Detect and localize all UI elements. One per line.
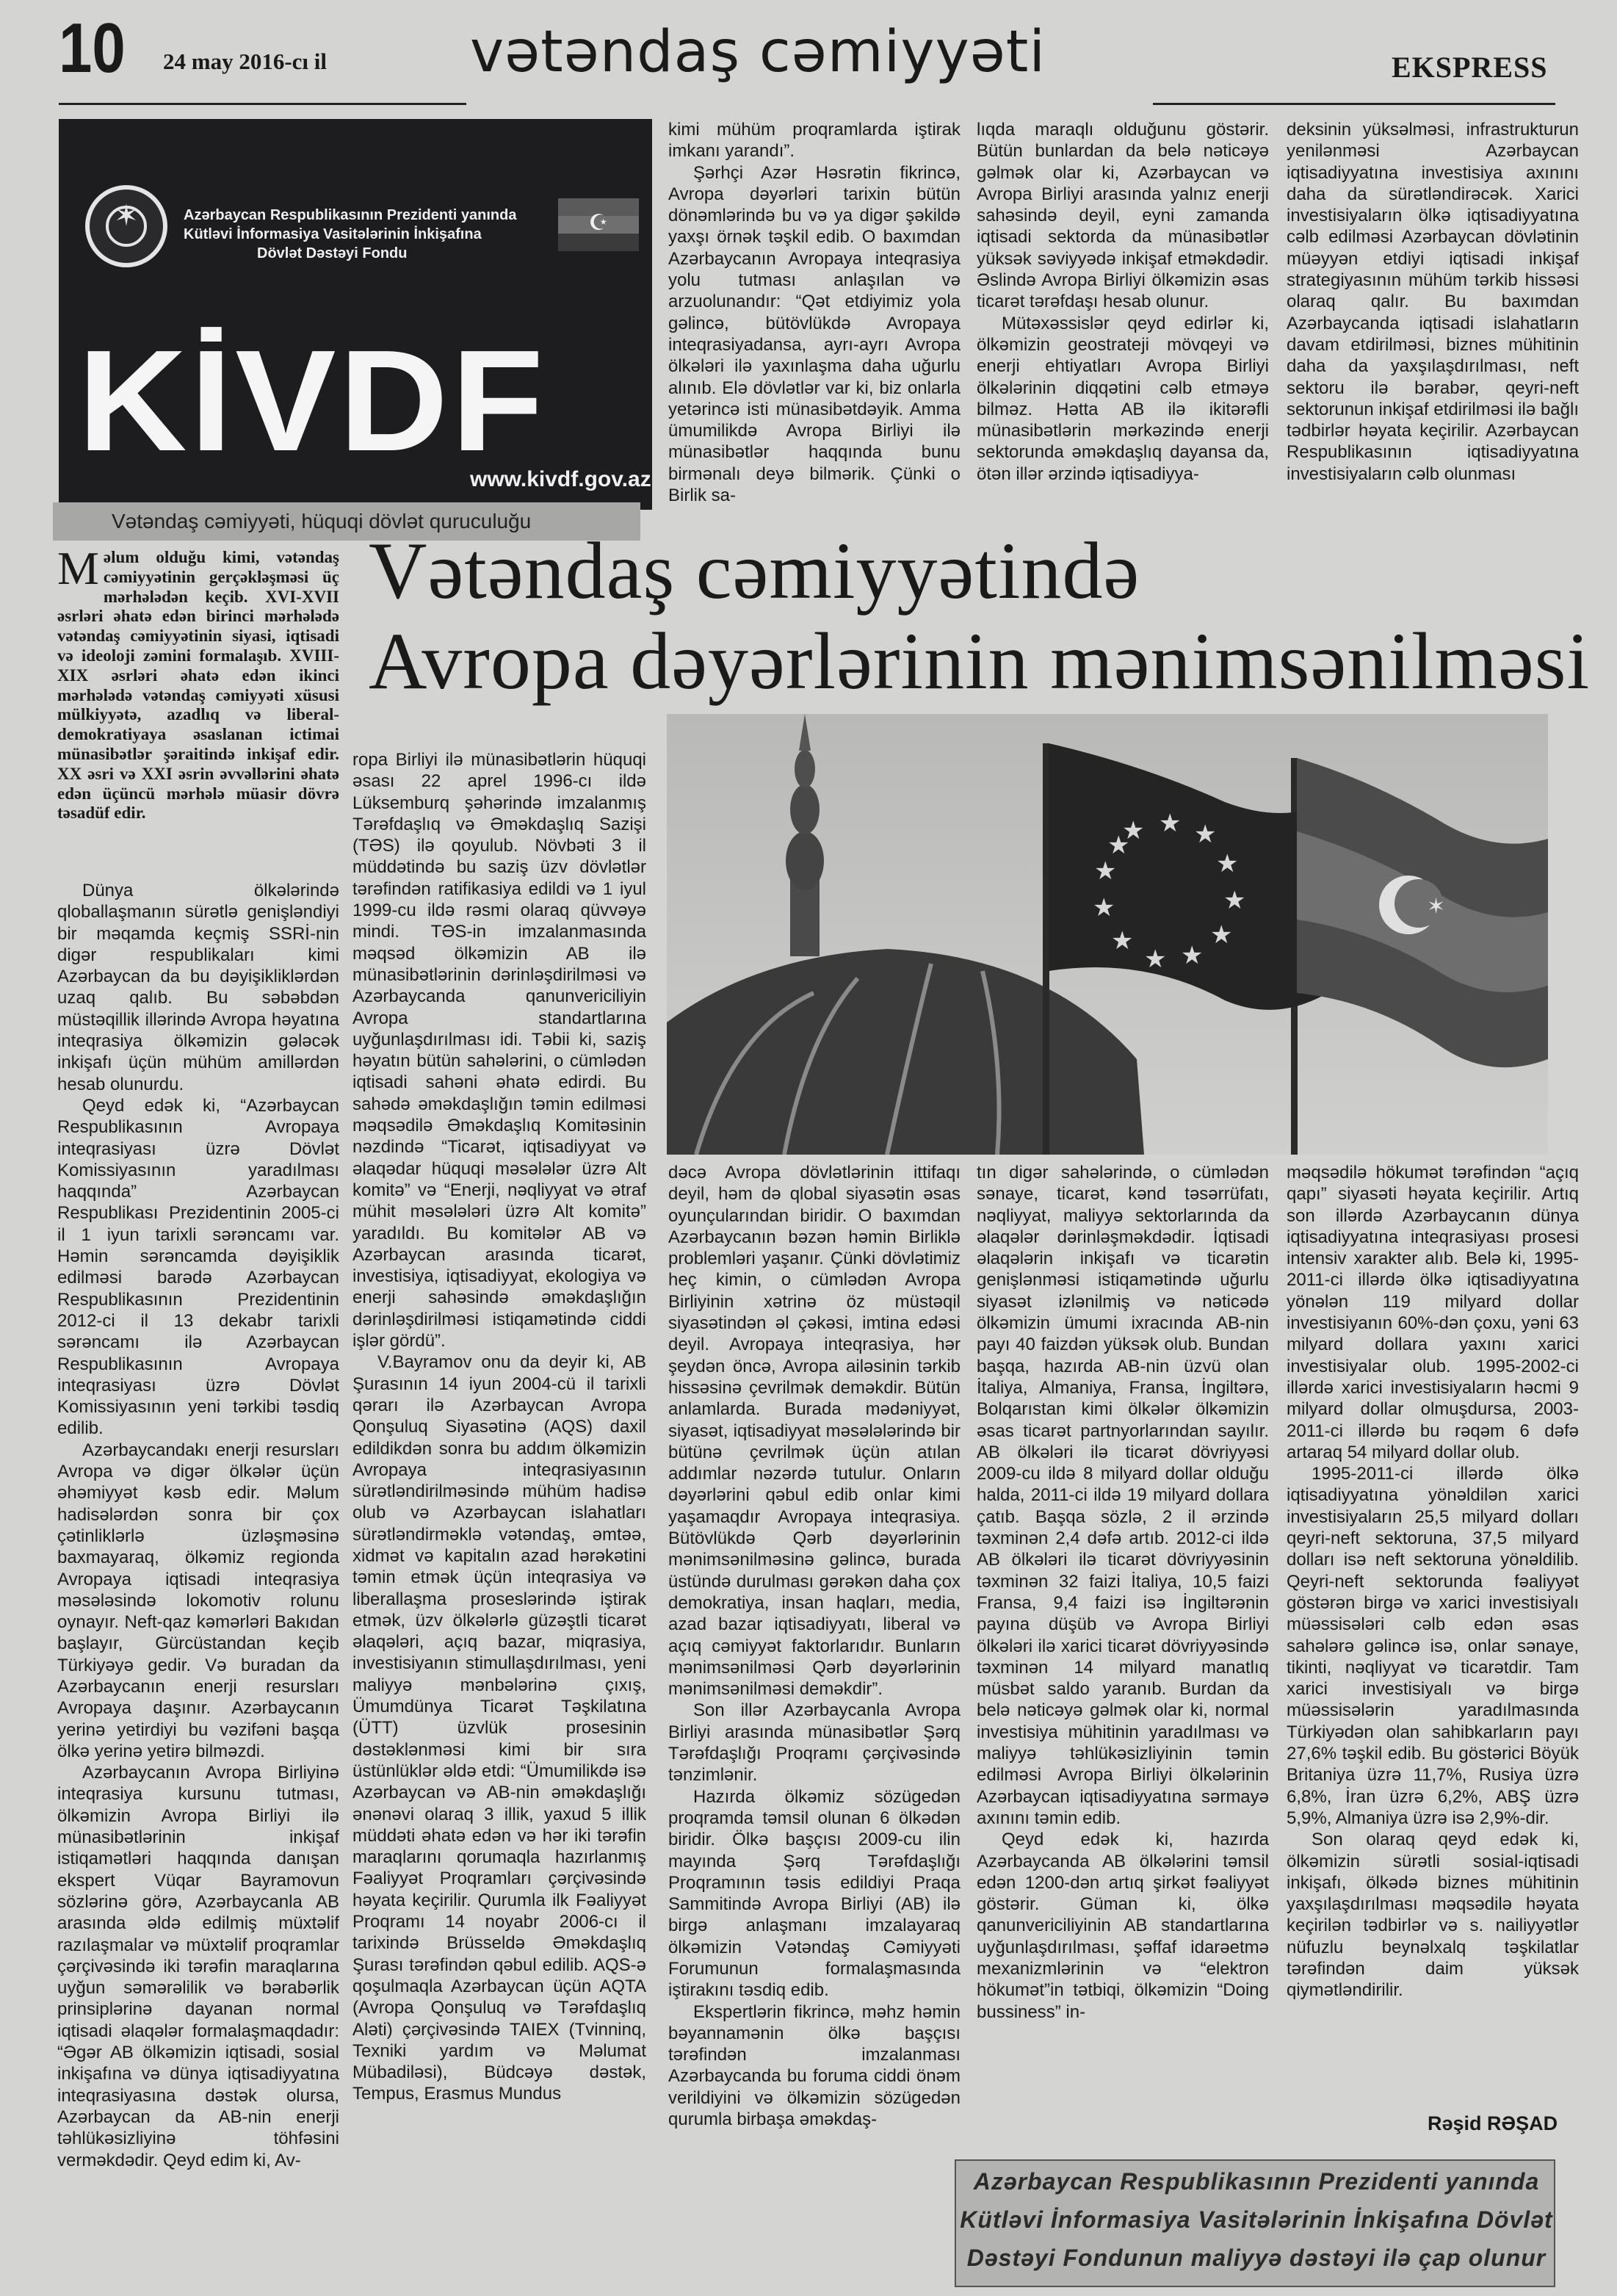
intro-text: əlum olduğu kimi, vətəndaş cəmiyyətinin gerçəkləşməsi üç mərhələdən keçib. XVI-XVII əsrləri əhatə edən birinci mərhələdə vətəndaş cəmiyyətinin siyasi, iqtisadi və ideoloji zəmini formalaşıb. XVIII-XIX əsrləri əhatə edən ikinci mərhələdə vətəndaş cəmiyyəti xüsusi mülkiyyətə, azadlıq və liberal-demokratiyaya əsaslanan ictimai münasibətlər şəraitində inkişaf edir. XX əsri və XXI əsrin əvvəllərini əhatə edən üçüncü mərhələ müasir dövrə təsadüf edir.	[57, 548, 339, 823]
paragraph: 1995-2011-ci illərdə ölkə iqtisadiyyatına yönəldilən xarici investisiyaların 25,5 milyard dolları qeyri-neft sektoruna, 37,5 milyard dolları isə neft sektoruna yönəldilib. Qeyri-neft sektorunda fəaliyyət göstərən birgə və xarici investisiyalı müəssisələri cəlb edən əsas sahələrə gəlincə isə, onlar sənaye, tikinti, nəqliyyat və ticarətdir. Tam xarici investisiyalı və birgə müəssisələrin yaradılmasında Türkiyədən olan sahibkarların payı 27,6% təşkil edib. Bu göstərici Böyük Britaniya üzrə 11,7%, Rusiya üzrə 6,8%, İran üzrə 6,2%, ABŞ üzrə 5,9%, Almaniya üzrə isə 2,9%-dir.	[1287, 1464, 1579, 1828]
paragraph: ropa Birliyi ilə münasibətlərin hüquqi əsası 22 aprel 1996-cı ildə Lüksemburq şəhərində imzalanmış Tərəfdaşlıq və Əməkdaşlıq Sazişi (TƏS) ilə qoyulub. Növbəti 3 il müddətində bu saziş üzv dövlətlər tərəfindən ratifikasiya edildi və 1 iyul 1999-cu ildə rəsmi olaraq qüvvəyə mindi. TƏS-in imzalanmasında məqsəd ölkəmizin AB ilə münasibətlərinin dərinləşdirilməsi və Azərbaycanda qanunvericiliyin Avropa standartlarına uyğunlaşdırılması idi. Təbii ki, saziş həyatın bütün sahələrini, o cümlədən iqtisadi sahəni əhatə edirdi. Bu sahədə əməkdaşlığın təmin edilməsi məqsədilə Əməkdaşlıq Komitəsinin nəzdində “Ticarət, iqtisadiyyat və əlaqədar hüquqi məsələlər üzrə Alt komitə” və “Enerji, nəqliyyat və ətraf mühit məsələləri üzrə Alt komitə” yaradıldı. Bu komitələr AB və Azərbaycan arasında ticarət, investisiya, iqtisadiyyat, ekologiya və enerji sahəsində əməkdaşlığın dərinləşdirilməsi istiqamətində ciddi işlər gördü”.	[352, 750, 646, 1351]
headline-line-1: Vətəndaş cəmiyyətində	[369, 526, 1140, 615]
svg-text:✶: ✶	[1427, 894, 1446, 920]
article-column-4-bottom	[977, 1162, 1269, 2150]
ad-fund-line-1: Azərbaycan Respublikasının Prezidenti yanında	[184, 207, 517, 223]
paragraph: məqsədilə hökumət tərəfindən “açıq qapı” siyasəti həyata keçirilir. Artıq son illərdə Azərbaycanın dünya iqtisadiyyatına inteqrasiyası prosesi intensiv xarakter alıb. Belə ki, 1995-2011-ci illərdə ölkə iqtisadiyyatına yönələn 119 milyard dollar investisiyanın 60%-dən çoxu, yəni 63 milyard dollara yaxını xarici investisiyalar olub. 1995-2002-ci illərdə xarici investisiyaların həcmi 9 milyard dollar olmuşdursa, 2003-2011-ci illərdə bu rəqəm 6 dəfə artaraq 54 milyard dollar olub.	[1287, 1163, 1579, 1462]
article-column-5-top	[1287, 119, 1579, 545]
paragraph: dəcə Avropa dövlətlərinin ittifaqı deyil, həm də qlobal siyasətin əsas oyunçularından biridir. O baxımdan Azərbaycanın bəzən həmin Birliklə problemləri yaşanır. Çünki dövlətimiz heç kimin, o cümlədən Avropa Birliyinin xətrinə öz müstəqil siyasətindən əl çəkəsi, imtina edəsi deyil. Avropaya inteqrasiya, hər şeydən öncə, Avropa ailəsinin tərkib hissəsinə çevrilmək deməkdir. Bütün anlamlarda. Burada mədəniyyət, siyasət, iqtisadiyyat məsələlərində bir bütünə çevrilmək üçün atılan addımlar nəzərdə tutulur. Onların dəyərlərini qəbul edib onlar kimi yaşamaqdır Avropaya inteqrasiya. Bütövlükdə Qərb dəyərlərinin mənimsənilməsinə gəlincə, burada üstündə durulması gərəkən daha çox demokratiya, insan haqları, media, azad bazar iqtisadiyyatı, liberal və açıq cəmiyyət faktorlarıdır. Bunların mənimsənilməsi Qərb dəyərlərinin mənimsənilməsi deməkdir”.	[668, 1163, 961, 1700]
paragraph: Qeyd edək ki, hazırda Azərbaycanda AB ölkələrini təmsil edən 1200-dən artıq şirkət fəaliyyət göstərir. Güman ki, ölkə qanunvericiliyinin AB standartlarına uyğunlaşdırılması, şəffaf idarəetmə mexanizmlərinin və “elektron hökumət”in tətbiqi, ölkəmizin “Doing bussiness” in-	[977, 1830, 1269, 2022]
svg-text:★: ★	[1181, 941, 1204, 970]
svg-text:★: ★	[1216, 849, 1239, 878]
paragraph: Azərbaycandakı enerji resursları Avropa və digər ölkələr üçün əhəmiyyət kəsb edir. Məlum hadisələrdən sonra bir çox çətinliklərlə üzləşməsinə baxmayaraq, ölkəmiz regionda Avropaya iqtisadi inteqrasiya məsələsində lokomotiv rolunu oynayır. Neft-qaz kəmərləri Bakıdan başlayır, Gürcüstandan keçib Türkiyəyə gedir. Və buradan da Azərbaycanın enerji resursları Avropaya daşınır. Azərbaycanın yerinə yetirdiyi bu vəzifəni başqa ölkə yerinə yetirə bilməzdi.	[57, 1440, 339, 1761]
article-intro	[57, 548, 339, 878]
issue-date: 24 may 2016-cı il	[163, 48, 327, 74]
svg-text:★: ★	[1159, 809, 1182, 838]
paragraph: Hazırda ölkəmiz sözügedən proqramda təmsil olunan 6 ölkədən biridir. Ölkə başçısı 2009-cu ilin mayında Şərq Tərəfdaşlığı Proqramının təsis edildiyi Praqa Sammitində Avropa Birliyi (AB) ilə birgə anlaşmanı imzalayaraq ölkəmizin Vətəndaş Cəmiyyəti Forumunun formalaşmasında iştirakını təsdiq edib.	[668, 1786, 961, 2001]
paragraph: V.Bayramov onu da deyir ki, AB Şurasının 14 iyun 2004-cü il tarixli qərarı ilə Azərbaycan Avropa Qonşuluq Siyasətinə (AQS) daxil edildikdən sonra bu addım ölkəmizin Avropaya inteqrasiyasının sürətləndirilməsində mühüm hadisə olub və Azərbaycan islahatları sürətləndirməklə vətəndaş, əmtəə, xidmət və kapitalın azad hərəkətini təmin etmək üçün inteqrasiya və liberallaşma proseslərində iştirak etmək, üzv ölkələrlə güzəştli ticarət əlaqələri, açıq bazar, miqrasiya, investisiyanın stimullaşdırılması, yeni maliyyə mənbələrinə çıxış, Ümumdünya Ticarət Təşkilatına (ÜTT) üzvlük prosesinin dəstəklənməsi kimi bir sıra üstünlüklər əldə etdi: “Ümumilikdə isə Azərbaycan və AB-nin əməkdaşlığı ənənəvi olaraq 3 illik, yaxud 5 illik müddəti əhatə edən və hər iki tərəfin maraqlarını qorumaqla hazırlanmış Fəaliyyət Proqramları çərçivəsində həyata keçirilir. Qurumla ilk Fəaliyyət Proqramı 14 noyabr 2006-cı il tarixində Brüsseldə Əməkdaşlıq Şurası tərəfindən qəbul edilib. AQS-ə qoşulmaqla Azərbaycan üçün AQTA (Avropa Qonşuluq və Tərəfdaşlıq Aləti) çərçivəsində TAIEX (Tvinninq, Texniki yardım və Məlumat Mübadiləsi), Büdcəyə dəstək, Tempus, Erasmus Mundus	[352, 1352, 646, 2104]
newspaper-brand: EKSPRESS	[1392, 51, 1548, 84]
svg-text:★: ★	[1223, 886, 1246, 915]
funding-notice-line-3: Dəstəyi Fondunun maliyyə dəstəyi ilə çap olunur	[966, 2245, 1547, 2271]
article-photo-flags	[667, 714, 1548, 1155]
page-number: 10	[59, 9, 126, 87]
kivdf-advertisement	[59, 119, 652, 510]
section-title: vətəndaş cəmiyyəti	[470, 19, 1046, 85]
svg-text:★: ★	[1194, 820, 1217, 849]
paragraph: Qeyd edək ki, “Azərbaycan Respublikasının Avropaya inteqrasiyası üzrə Dövlət Komissiyasının yaradılması haqqında” Azərbaycan Respublikası Prezidentinin 2005-ci il 1 iyun tarixli sərəncamı var. Həmin sərəncamda dəyişiklik edilməsi barədə Azərbaycan Respublikasının Prezidentinin 2012-ci il 13 dekabr tarixli sərəncamı ilə Azərbaycan Respublikasının Avropaya inteqrasiyası üzrə Dövlət Komissiyasının yeni tərkibi təsdiq edilib.	[57, 1095, 339, 1439]
ad-motto-banner: Vətəndaş cəmiyyəti, hüquqi dövlət quruculuğu	[53, 502, 640, 541]
paragraph: Son illər Azərbaycanla Avropa Birliyi arasında münasibətlər Şərq Tərəfdaşlığı Proqramı çərçivəsində tənzimlənir.	[668, 1700, 961, 1786]
svg-text:★: ★	[1111, 926, 1134, 956]
kivdf-logo: KİVDF	[78, 320, 547, 481]
funding-notice-line-1: Azərbaycan Respublikasının Prezidenti yanında	[973, 2168, 1540, 2195]
paragraph: lıqda maraqlı olduğunu göstərir. Bütün bunlardan da belə nəticəyə gəlmək olar ki, Azərbaycan və Avropa Birliyi arasında yalnız enerji sahəsində deyil, eyni zamanda iqtisadi sektorda da münasibətlər yüksək səviyyədə inkişaf etməkdədir. Əslində Avropa Birliyi ölkəmizin əsas ticarət tərəfdaşı hesab olunur.	[977, 120, 1269, 312]
flags-and-dome-illustration	[667, 714, 1548, 1155]
paragraph: Şərhçi Azər Həsrətin fikrincə, Avropa dəyərləri tarixin bütün dönəmlərində bu və ya digər şəkildə yaxşı örnək təşkil edib. O baxımdan Azərbaycanın Avropaya inteqrasiya yolu tutması anlaşılan və arzuolunandır: “Qət etdiyimiz yola gəlincə, bütövlükdə Avropaya inteqrasiyadansa, ayrı-ayrı Avropa ölkələri ilə yaxınlaşma daha uğurlu alınıb. Elə dövlətlər var ki, biz onlarla yetərincə isti münasibətdəyik. Amma ümumilikdə Avropa Birliyi ilə münasibətlər haqqında bunu birmənalı deyə bilmərik. Çünki o Birlik sa-	[668, 162, 961, 506]
svg-text:★: ★	[1122, 816, 1145, 845]
paragraph: deksinin yüksəlməsi, infrastrukturun yenilənməsi Azərbaycan iqtisadiyyatına investisiya axınını daha da sürətləndirəcək. Xarici investisiyaların ölkə iqtisadiyyatına cəlb edilməsi Azərbaycan dövlətinin müəyyən etdiyi iqtisadi inkişaf strategiyasının mühüm tərkib hissəsi olaraq qalır. Bu baxımdan Azərbaycanda iqtisadi islahatların davam etdirilməsi, biznes mühitinin daha da yaxşılaşdırılması, neft sektoru ilə bərabər, qeyri-neft sektorunun inkişaf etdirilməsi ilə bağlı tədbirlər həyata keçirilir. Azərbaycan Respublikasının iqtisadiyyatına investisiyaların cəlb olunması	[1287, 120, 1579, 484]
article-column-3-top	[668, 119, 961, 545]
ad-url: www.kivdf.gov.az	[470, 467, 651, 491]
header-rule-left	[59, 103, 466, 105]
svg-text:★: ★	[1210, 920, 1233, 950]
paragraph: Ekspertlərin fikrincə, məhz həmin bəyannamənin ölkə başçısı tərəfindən imzalanması Azərbaycanda bu foruma ciddi önəm verildiyini və ölkəmizin sözügedən qurumla birbaşa əməkdaş-	[668, 2001, 961, 2130]
paragraph: tın digər sahələrində, o cümlədən sənaye, ticarət, kənd təsərrüfatı, nəqliyyat, maliyyə sektorlarında da əlaqələr dərinləşməkdədir. İqtisadi əlaqələrin inkişafı və ticarətin genişlənməsi istiqamətində uğurlu siyasət izlənilmiş və nəticədə ölkəmizin ümumi ixracında AB-nin payı 40 faizdən yüksək olub. Bundan başqa, hazırda AB-nin üzvü olan İtaliya, Almaniya, Fransa, İngiltərə, Bolqarıstan kimi ölkələr ölkəmizin əsas ticarət partnyorlarından sayılır. AB ölkələri ilə ticarət dövriyyəsi 2009-cu ildə 8 milyard dollar olduğu halda, 2011-ci ildə 19 milyard dollara çatıb. Başqa sözlə, 2 il ərzində təxminən 2,4 dəfə artıb. 2012-ci ildə AB ölkələri ilə ticarət dövriyyəsinin təxminən 32 faizi İtaliya, 10,5 faizi Fransa, 9,4 faizi isə İngiltərənin payına düşüb və Avropa Birliyi ölkələri ilə xarici ticarət dövriyyəsində təxminən 14 milyard manatlıq müsbət saldo yaranıb. Burdan da belə nəticəyə gəlmək olar ki, normal investisiya mühitinin yaradılması və maliyyə təhlükəsizliyinin təmin edilməsi Avropa Birliyi ölkələrinin Azərbaycan iqtisadiyyatına sərmayə axınını təmin edib.	[977, 1163, 1269, 1828]
funding-notice-box	[955, 2159, 1555, 2287]
author-signature: Rəşid RƏŞAD	[1428, 2112, 1558, 2134]
paragraph: Mütəxəssislər qeyd edirlər ki, ölkəmizin geostrateji mövqeyi və enerji ehtiyatları Avropa Birliyi ölkələrinin diqqətini cəlb etməyə bilməz. Hətta AB ilə ikitərəfli münasibətlərin mərkəzində enerji sektorunda əməkdaşlıq dayansa da, ötən illər ərzində iqtisadiyya-	[977, 313, 1269, 484]
header-rule-right	[1153, 103, 1555, 105]
azerbaijan-flag-icon: ☪	[558, 198, 639, 251]
article-column-4-top	[977, 119, 1269, 545]
ad-fund-line-3: Dövlət Dəstəyi Fondu	[257, 245, 408, 261]
paragraph: Dünya ölkələrində qloballaşmanın sürətlə genişləndiyi bir məqamda keçmiş SSRİ-nin digər respublikaları kimi Azərbaycan da bu dəyişikliklərdən uzaq qalıb. Bu səbəbdən müstəqillik illərində Avropa həyatına inteqrasiya ölkəmizin gələcək inkişafı üçün mühüm amillərdən hesab olunurdu.	[57, 881, 339, 1094]
state-emblem-icon: ✶	[85, 185, 167, 267]
svg-text:★: ★	[1093, 893, 1115, 923]
headline-line-2: Avropa dəyərlərinin mənimsənilməsi	[369, 616, 1591, 706]
article-column-5-bottom	[1287, 1162, 1579, 2109]
svg-text:★: ★	[1107, 831, 1130, 860]
article-column-3-bottom	[668, 1162, 961, 2286]
funding-notice-line-2: Kütləvi İnformasiya Vasitələrinin İnkişafına Dövlət	[960, 2206, 1553, 2233]
paragraph: Azərbaycanın Avropa Birliyinə inteqrasiya kursunu tutması, ölkəmizin Avropa Birliyi ilə münasibətlərinin inkişaf istiqamətləri haqqında danışan ekspert Vüqar Bayramovun sözlərinə görə, Azərbaycanla AB arasında əldə edilmiş müxtəlif razılaşmalar və müxtəlif proqramlar çərçivəsində iki tərəfin maraqlarına uyğun səmərəlilik və bərabərlik prinsiplərinə dayanan normal iqtisadi əlaqələr formalaşmaqdadır: “Əgər AB ölkəmizin iqtisadi, sosial inkişafına və dünya iqtisadiyyatına inteqrasiyasına dəstək olursa, Azərbaycan da AB-nin enerji təhlükəsizliyinə töhfəsini verməkdədir. Qeyd edim ki, Av-	[57, 1763, 339, 2170]
article-column-2	[352, 749, 646, 2284]
svg-text:★: ★	[1094, 856, 1117, 886]
paragraph: Son olaraq qeyd edək ki, ölkəmizin sürətli sosial-iqtisadi inkişafı, ölkədə biznes mühitinin yaxşılaşdırılması məqsədilə həyata keçirilən tədbirlər və s. nailiyyətlər nüfuzlu beynəlxalq təşkilatlar tərəfindən daim yüksək qiymətləndirilir.	[1287, 1830, 1579, 2001]
paragraph: kimi mühüm proqramlarda iştirak imkanı yarandı”.	[668, 120, 961, 162]
svg-text:★: ★	[1144, 945, 1167, 974]
article-column-1	[57, 880, 339, 2268]
ad-fund-line-2: Kütləvi İnformasiya Vasitələrinin İnkişafına	[184, 226, 482, 242]
dropcap: M	[57, 548, 99, 594]
